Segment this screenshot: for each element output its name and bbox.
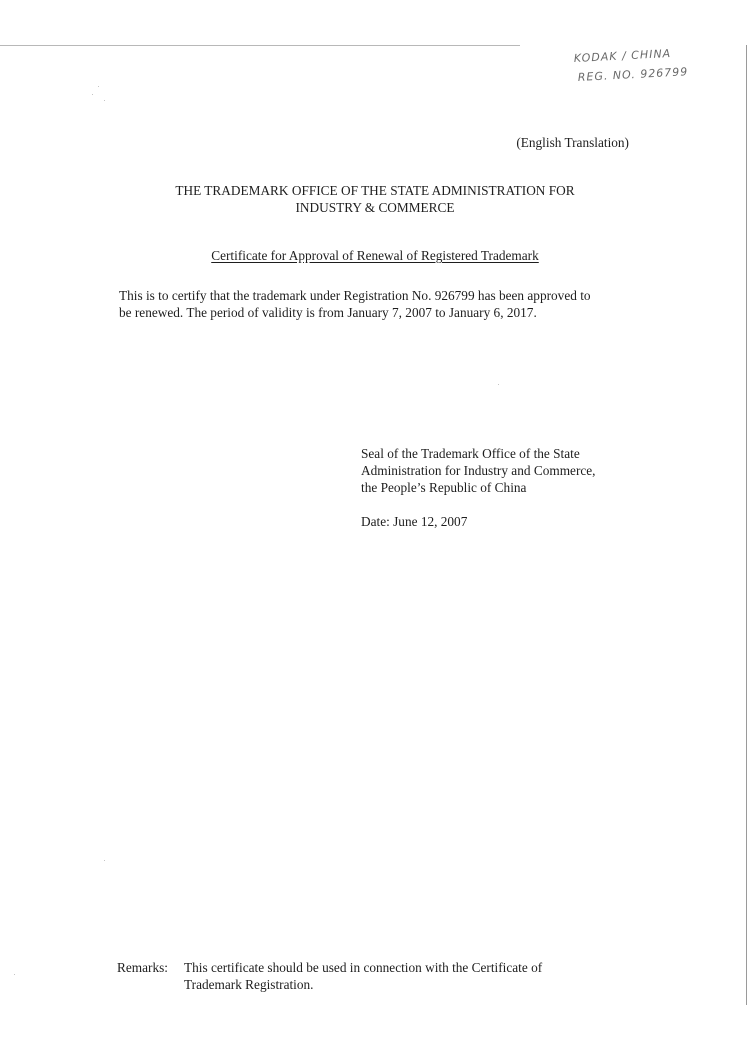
- certification-line1: This is to certify that the trademark under Registration No. 926799 has been approved to: [119, 288, 591, 303]
- certificate-title: Certificate for Approval of Renewal of Registered Trademark: [211, 248, 539, 263]
- office-name-line1: THE TRADEMARK OFFICE OF THE STATE ADMINISTRATION FOR: [175, 183, 575, 198]
- handwritten-note-line1: KODAK / CHINA: [573, 47, 672, 65]
- scan-speck: [98, 86, 99, 87]
- scan-speck: [92, 94, 93, 95]
- handwritten-note-line2: REG. NO. 926799: [577, 65, 689, 84]
- scan-speck: [104, 100, 105, 101]
- seal-block: [361, 445, 661, 496]
- handwritten-note-graphic: [568, 47, 718, 89]
- scan-right-edge: [746, 45, 747, 1005]
- seal-line1: Seal of the Trademark Office of the State: [361, 446, 580, 461]
- scan-speck: [498, 384, 499, 385]
- remarks-label: Remarks:: [117, 960, 168, 975]
- seal-line2: Administration for Industry and Commerce,: [361, 463, 596, 478]
- issue-date: Date: June 12, 2007: [361, 514, 468, 529]
- certification-paragraph: [119, 287, 639, 321]
- issuing-office-heading: [100, 182, 650, 216]
- remarks-line2: Trademark Registration.: [184, 977, 314, 992]
- scan-speck: [104, 860, 105, 861]
- scan-top-edge: [0, 45, 520, 46]
- remarks-text: [184, 959, 624, 993]
- handwritten-registration-note: [568, 47, 718, 89]
- office-name-line2: INDUSTRY & COMMERCE: [295, 200, 455, 215]
- remarks-line1: This certificate should be used in connection with the Certificate of: [184, 960, 543, 975]
- seal-line3: the People’s Republic of China: [361, 480, 527, 495]
- translation-note: (English Translation): [516, 135, 629, 150]
- certification-line2: be renewed. The period of validity is from January 7, 2007 to January 6, 2017.: [119, 305, 537, 320]
- scan-speck: [14, 974, 15, 975]
